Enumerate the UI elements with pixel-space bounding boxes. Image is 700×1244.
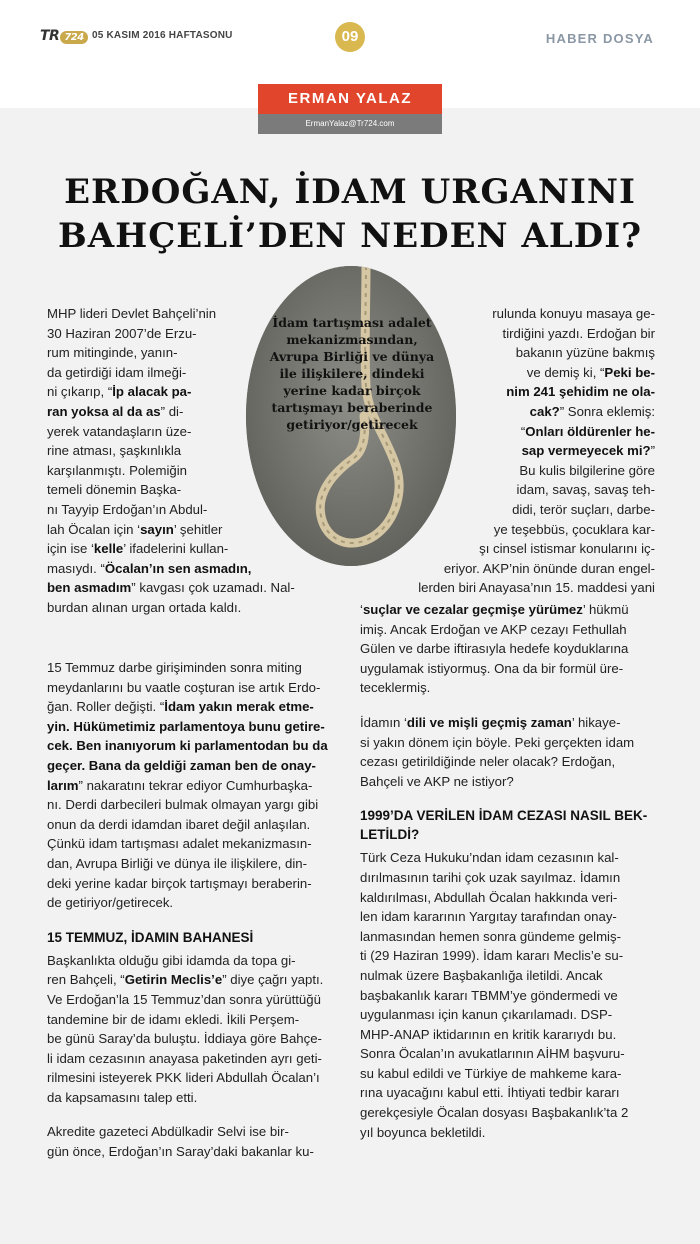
logo-text: TR (40, 28, 60, 44)
paragraph: ‘suçlar ve cezalar geçmişe yürümez’ hükmü imiş. Ancak Erdoğan ve AKP cezayı Fethullah Gülen ve darbe iftirasıyla hedefe koyduklarına uygulamak istiyormuş. Ona da bir formül üre- teceklermiş. (360, 602, 629, 696)
logo-badge: 724 (60, 31, 87, 44)
paragraph: 15 Temmuz darbe girişiminden sonra miting meydanlarını bu vaatle coşturan ise artık Erdo- ğan. Roller değişti. “İdam yakın merak etme- yin. Hükümetimiz parlamentoya bunu getire- cek. Ben inanıyorum ki parlamentodan bu da geçer. Bana da geldiği zaman ben de onay- larım” nakaratını tekrar ediyor Cumhurbaşka- nı. Derdi darbecileri bulmak olmayan yargı gibi onun da derdi idamdan ibaret değil anlaşılan. Çünkü idam tartışması adalet mekanizmasın- dan, Avrupa Birliği ve dünya ile ilişkilere, din- deki yerine kadar birçok tartışmayı beraberin- de getiriyor/getirecek. (47, 660, 328, 911)
left-body-column (47, 658, 342, 1177)
subheading: 1999’DA VERİLEN İDAM CEZASI NASIL BEK- LETİLDİ? (360, 808, 648, 843)
section-title: HABER DOSYA (545, 31, 654, 46)
headline-line-2: BAHÇELİ’DEN NEDEN ALDI? (57, 216, 643, 256)
right-body-column (360, 600, 655, 1157)
page-number: 09 (335, 22, 365, 52)
page-header (0, 0, 700, 80)
intro-left-column: MHP lideri Devlet Bahçeli’nin 30 Haziran 2007’de Erzu- rum mitinginde, yanın- da getirdiği idam ilmeği- ni çıkarıp, “İp alacak pa- ran yoksa al da as” di- yerek vatandaşların üze- rine atması, şaşkınlıkla karşılanmıştı. Polemiğin temeli dönemin Başka- nı Tayyip Erdoğan’ın Abdul- lah Öcalan için ‘sayın’ şehitler için ise ‘kelle’ ifadelerini kullan- masıydı. “Öcalan’ın sen asmadın, ben asmadım” kavgası çok uzamadı. Nal- burdan alınan urgan ortada kaldı. (47, 306, 295, 615)
headline-line-1: ERDOĞAN, İDAM URGANINI (64, 172, 636, 212)
paragraph: Akredite gazeteci Abdülkadir Selvi ise bir- gün önce, Erdoğan’ın Saray’daki bakanlar ku- (47, 1124, 314, 1160)
intro-right-column: rulunda konuyu masaya ge- tirdiğini yazdı. Erdoğan bir bakanın yüzüne bakmış ve demiş ki, “Peki be- nim 241 şehidim ne ola- cak?” Sonra eklemiş: “Onları öldürenler he- sap vermeyecek mi?” Bu kulis bilgilerine göre idam, savaş, savaş teh- didi, terör suçları, darbe- ye teşebbüs, çocuklara kar- şı cinsel istismar konularını iç- eriyor. AKP’nin önünde duran engel- lerden biri Anayasa’nın 15. maddesi yani (418, 306, 655, 596)
author-email[interactable]: ErmanYalaz@Tr724.com (258, 114, 442, 134)
issue-date: 05 KASIM 2016 HAFTASONU (92, 30, 233, 41)
paragraph: Başkanlıkta olduğu gibi idamda da topa gi- ren Bahçeli, “Getirin Meclis’e” diye çağrı yaptı. Ve Erdoğan’la 15 Temmuz’dan sonra yürüttüğü tandemine bir de idamı ekledi. İkili Perşem- be günü Saray’da buluştu. İddiaya göre Bahçe- li idam cezasının anayasa paketinden ayrı geti- rilmesini isteyerek PKK lideri Abdullah Öcalan’ı da kapsamasını talep etti. (47, 952, 324, 1105)
author-name: ERMAN YALAZ (258, 84, 442, 114)
pull-quote: İdam tartışması adalet mekanizmasından, Avrupa Birliği ve dünya ile ilişkilere, dindeki yerine kadar birçok tartışmayı beraberinde getiriyor/getirecek (269, 315, 435, 432)
subheading: 15 TEMMUZ, İDAMIN BAHANESİ (47, 929, 254, 945)
author-box (258, 84, 442, 134)
paragraph: İdamın ‘dili ve mişli geçmiş zaman’ hikaye- si yakın dönem için böyle. Peki gerçekten idam cezası getirildiğinde neler olacak? Erdoğan, Bahçeli ve AKP ne istiyor? (360, 714, 635, 789)
paragraph: Türk Ceza Hukuku’ndan idam cezasının kal- dırılmasının tarihi çok uzak sayılmaz. İdamın kaldırılması, Abdullah Öcalan hakkında veri- len idam kararının Yargıtay tarafından onay- lanmasından hemen sonra gündeme gelmiş- ti (29 Haziran 1999). İdam kararı Meclis’e su- nulmak üzere Başbakanlığa iletildi. Ancak başbakanlık kararı TBMM’ye göndermedi ve uygulanması için kanun çıkarılamadı. DSP- MHP-ANAP iktidarının en kritik kararıydı bu. Sonra Öcalan’ın avukatlarının AİHM başvuru- su kabul edildi ve Türkiye de mahkeme kara- rına uyacağını kabul etti. İhtiyati tedbir kararı gerekçesiyle Öcalan dosyası Başbakanlık’ta 2 yıl boyunca bekletildi. (360, 850, 629, 1140)
tr724-logo[interactable] (40, 28, 88, 44)
headline (0, 170, 700, 258)
